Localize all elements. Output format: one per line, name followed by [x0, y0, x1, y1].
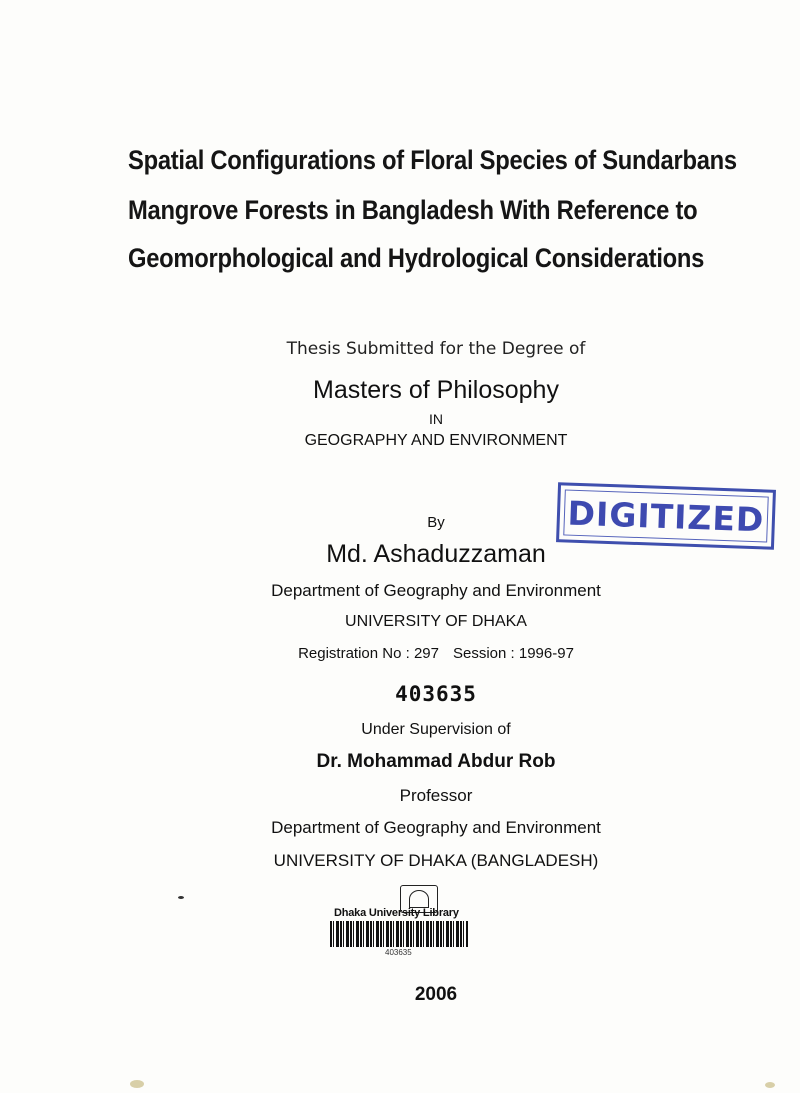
- session: Session : 1996-97: [453, 645, 574, 662]
- author-university: UNIVERSITY OF DHAKA: [345, 613, 527, 630]
- thesis-statement: Thesis Submitted for the Degree of: [286, 339, 586, 359]
- scan-speck: [178, 896, 184, 899]
- year: 2006: [414, 984, 458, 1005]
- registration-number: Registration No : 297: [298, 645, 439, 662]
- field-of-study: GEOGRAPHY AND ENVIRONMENT: [304, 432, 568, 449]
- barcode-number: 403635: [385, 948, 412, 957]
- supervision-label: Under Supervision of: [361, 721, 511, 738]
- title-line-3: Geomorphological and Hydrological Considerations: [128, 243, 705, 273]
- digitized-stamp: DIGITIZED: [556, 482, 776, 550]
- degree-name: Masters of Philosophy: [313, 376, 559, 404]
- by-label: By: [427, 514, 445, 531]
- scan-speck: [765, 1082, 775, 1088]
- supervisor-university: UNIVERSITY OF DHAKA (BANGLADESH): [273, 851, 599, 870]
- title-line-2: Mangrove Forests in Bangladesh With Reference to: [128, 195, 698, 225]
- title-line-1: Spatial Configurations of Floral Species of Sundarbans: [128, 145, 737, 175]
- scan-speck: [130, 1080, 144, 1088]
- accession-number: 403635: [395, 682, 477, 706]
- author-name: Md. Ashaduzzaman: [326, 540, 546, 568]
- registration-line: [0, 645, 800, 662]
- in-label: IN: [429, 411, 443, 427]
- library-label-sticker: [330, 885, 480, 965]
- author-department: Department of Geography and Environment: [271, 581, 601, 600]
- supervisor-name: Dr. Mohammad Abdur Rob: [316, 751, 556, 772]
- supervisor-title: Professor: [399, 786, 473, 805]
- library-label: Dhaka University Library: [334, 907, 459, 919]
- supervisor-department: Department of Geography and Environment: [271, 818, 601, 837]
- barcode-icon: [330, 921, 468, 947]
